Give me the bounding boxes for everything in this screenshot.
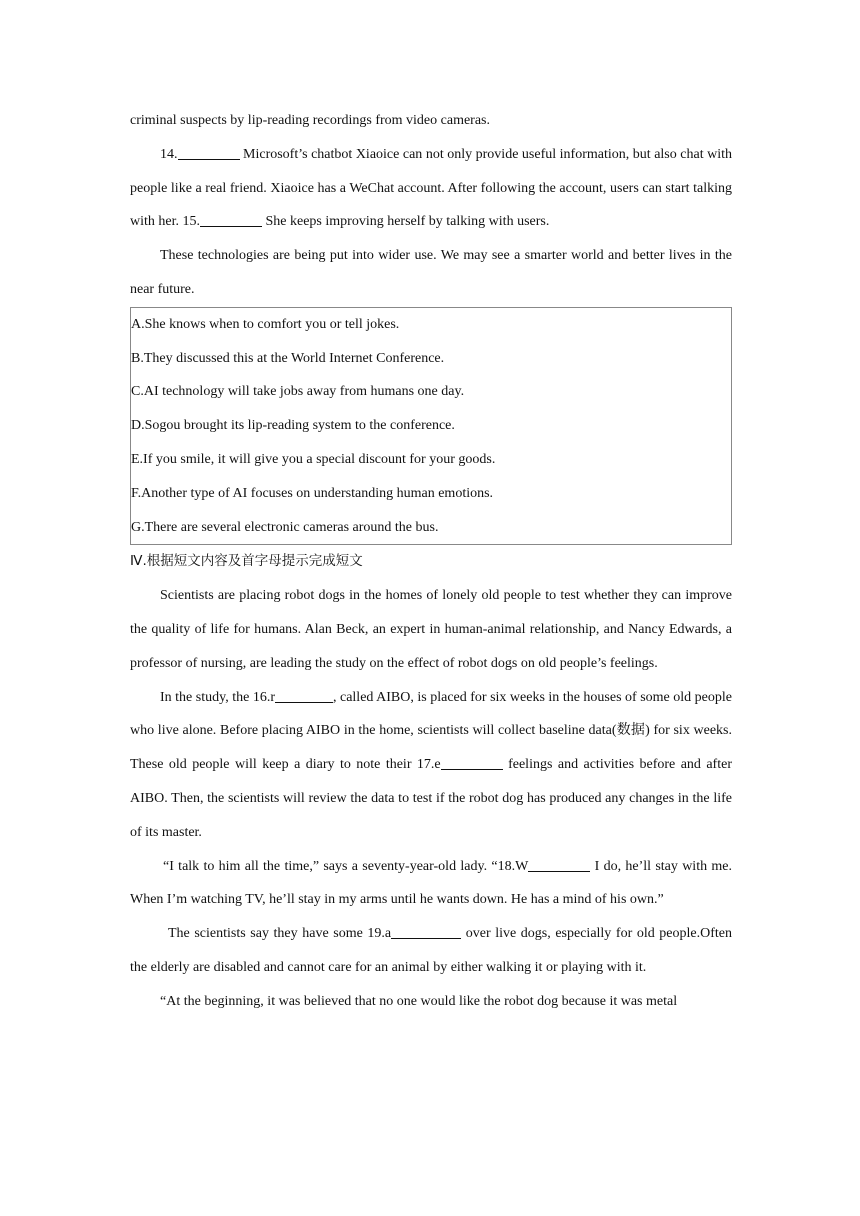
answer-blank-14[interactable] xyxy=(178,145,240,160)
options-box xyxy=(130,307,732,546)
answer-blank-18[interactable] xyxy=(528,857,590,872)
paragraph-conclusion: These technologies are being put into wider use. We may see a smarter world and better lives in the near future. xyxy=(130,248,732,297)
option-b: B.They discussed this at the World Internet Conference. xyxy=(131,350,445,366)
paragraph-5: “At the beginning, it was believed that no one would like the robot dog because it was metal xyxy=(160,993,678,1009)
paragraph-4: The scientists say they have some 19.a over live dogs, especially for old people.Often the elderly are disabled and cannot care for an animal by either walking it or playing with it. xyxy=(130,926,733,975)
paragraph-1: Scientists are placing robot dogs in the homes of lonely old people to test whether they can improve the quality of life for humans. Alan Beck, an expert in human-animal relationship, and Nancy Edwards, a professor of nursing, are leading the study on the effect of robot dogs on old people’s feelings. xyxy=(130,588,732,671)
answer-blank-19[interactable] xyxy=(391,924,461,939)
answer-blank-17[interactable] xyxy=(441,755,503,770)
answer-blank-15[interactable] xyxy=(200,212,262,227)
option-f: F.Another type of AI focuses on understanding human emotions. xyxy=(131,485,494,501)
option-e: E.If you smile, it will give you a special discount for your goods. xyxy=(131,451,496,467)
answer-blank-16[interactable] xyxy=(275,688,333,703)
paragraph-3: “I talk to him all the time,” says a seventy-year-old lady. “18.W I do, he’ll stay with me. When I’m watching TV, he’ll stay in my arms until he wants down. He has a mind of his own.” xyxy=(130,858,732,908)
option-g: G.There are several electronic cameras around the bus. xyxy=(131,519,439,535)
option-a: A.She knows when to comfort you or tell jokes. xyxy=(131,316,400,332)
paragraph-14: 14. Microsoft’s chatbot Xiaoice can not only provide useful information, but also chat with people like a real friend. Xiaoice has a WeChat account. After following the account, users can start talking with her. 15. She keeps improving herself by talking with users. xyxy=(130,146,732,230)
paragraph-2: In the study, the 16.r , called AIBO, is placed for six weeks in the houses of some old people who live alone. Before placing AIBO in the home, scientists will collect baseline data(数据) for six weeks. These old people will keep a diary to note their 17.e feelings and activities before and after AIBO. Then, the scientists will review the data to test if the robot dog has produced any changes in the life of its master. xyxy=(130,689,732,840)
option-d: D.Sogou brought its lip-reading system to the conference. xyxy=(131,418,455,434)
section-heading: Ⅳ.根据短文内容及首字母提示完成短文 xyxy=(130,553,363,570)
text-line: criminal suspects by lip-reading recordings from video cameras. xyxy=(130,113,490,128)
option-c: C.AI technology will take jobs away from humans one day. xyxy=(131,384,465,400)
document-page xyxy=(130,104,732,1019)
